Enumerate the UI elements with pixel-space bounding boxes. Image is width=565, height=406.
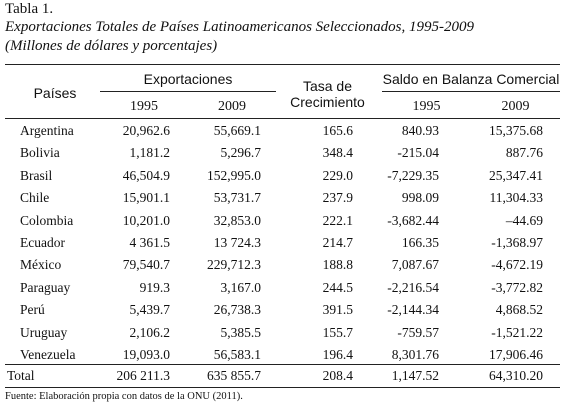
row-bal-1995: -3,682.44 bbox=[387, 212, 439, 228]
row-exp-2009: 5,385.5 bbox=[220, 324, 261, 340]
table-row bbox=[0, 344, 565, 366]
total-label: Total bbox=[7, 368, 35, 383]
row-bal-1995: 166.35 bbox=[401, 235, 439, 250]
row-exp-2009: 229,712.3 bbox=[207, 257, 261, 273]
row-bal-1995: -215.04 bbox=[397, 145, 439, 161]
row-exp-1995: 10,201.0 bbox=[122, 212, 170, 228]
row-exp-2009: 32,853.0 bbox=[213, 212, 261, 228]
row-exp-2009: 53,731.7 bbox=[213, 190, 261, 206]
table-row bbox=[0, 165, 565, 187]
row-exp-1995: 79,540.7 bbox=[122, 257, 170, 273]
row-bal-1995: -759.57 bbox=[397, 324, 439, 340]
row-bal-2009: –44.69 bbox=[505, 212, 543, 228]
row-exp-2009: 152,995.0 bbox=[207, 167, 261, 183]
row-bal-2009: 17,906.46 bbox=[489, 347, 543, 362]
row-bal-2009: 4,868.52 bbox=[495, 302, 543, 318]
row-country: Argentina bbox=[20, 123, 74, 138]
row-country: Bolivia bbox=[20, 145, 60, 161]
row-bal-1995: 8,301.76 bbox=[391, 347, 439, 362]
header-bottom-rule bbox=[5, 118, 560, 119]
table-row bbox=[0, 210, 565, 232]
row-exp-1995: 20,962.6 bbox=[122, 123, 170, 138]
total-row bbox=[0, 365, 565, 387]
row-exp-1995: 919.3 bbox=[139, 279, 170, 295]
header-balance-rule bbox=[382, 91, 560, 92]
table-units: (Millones de dólares y porcentajes) bbox=[5, 38, 218, 54]
table-row bbox=[0, 120, 565, 142]
table-row bbox=[0, 254, 565, 276]
row-growth: 222.1 bbox=[322, 212, 353, 228]
row-country: Venezuela bbox=[20, 347, 76, 362]
row-bal-2009: -4,672.19 bbox=[491, 257, 543, 273]
header-exports-1995: 1995 bbox=[130, 99, 158, 114]
header-exports-2009: 2009 bbox=[218, 99, 246, 114]
header-balance: Saldo en Balanza Comercial bbox=[382, 71, 560, 87]
row-exp-2009: 13 724.3 bbox=[213, 235, 261, 250]
row-bal-2009: -1,521.22 bbox=[491, 324, 543, 340]
row-growth: 348.4 bbox=[322, 145, 353, 161]
table-row bbox=[0, 187, 565, 209]
row-growth: 237.9 bbox=[322, 190, 353, 206]
row-bal-2009: 25,347.41 bbox=[489, 167, 543, 183]
row-growth: 188.8 bbox=[322, 257, 353, 273]
total-exp-2009: 635 855.7 bbox=[207, 368, 261, 383]
row-growth: 244.5 bbox=[322, 279, 353, 295]
table-row bbox=[0, 322, 565, 344]
row-bal-2009: -3,772.82 bbox=[491, 279, 543, 295]
row-exp-1995: 1,181.2 bbox=[129, 145, 170, 161]
row-growth: 196.4 bbox=[322, 347, 353, 362]
header-exports-rule bbox=[100, 91, 276, 92]
source-note: Fuente: Elaboración propia con datos de la ONU (2011). bbox=[5, 391, 243, 402]
row-country: Brasil bbox=[20, 167, 53, 183]
row-country: Ecuador bbox=[20, 235, 65, 250]
row-exp-2009: 3,167.0 bbox=[220, 279, 261, 295]
row-growth: 391.5 bbox=[322, 302, 353, 318]
row-exp-1995: 19,093.0 bbox=[122, 347, 170, 362]
header-growth-1: Tasa de bbox=[302, 78, 353, 94]
row-bal-2009: 15,375.68 bbox=[489, 123, 543, 138]
row-growth: 165.6 bbox=[322, 123, 353, 138]
row-bal-2009: 887.76 bbox=[505, 145, 543, 161]
row-exp-2009: 55,669.1 bbox=[213, 123, 261, 138]
row-exp-1995: 2,106.2 bbox=[129, 324, 170, 340]
row-bal-1995: -2,216.54 bbox=[387, 279, 439, 295]
row-bal-1995: -7,229.35 bbox=[387, 167, 439, 183]
table-row bbox=[0, 299, 565, 321]
row-bal-1995: 7,087.67 bbox=[391, 257, 439, 273]
row-bal-1995: 998.09 bbox=[401, 190, 439, 206]
row-exp-1995: 15,901.1 bbox=[122, 190, 170, 206]
total-bal-1995: 1,147.52 bbox=[391, 368, 439, 383]
header-balance-2009: 2009 bbox=[501, 99, 530, 114]
row-country: Paraguay bbox=[20, 279, 71, 295]
row-growth: 155.7 bbox=[322, 324, 353, 340]
row-bal-2009: 11,304.33 bbox=[489, 190, 543, 206]
header-country: Países bbox=[33, 85, 77, 101]
bottom-rule bbox=[5, 387, 560, 388]
row-exp-2009: 5,296.7 bbox=[220, 145, 261, 161]
row-country: Colombia bbox=[20, 212, 74, 228]
table-label: Tabla 1. bbox=[5, 1, 54, 17]
table-row bbox=[0, 277, 565, 299]
row-country: Chile bbox=[20, 190, 50, 206]
row-exp-2009: 56,583.1 bbox=[213, 347, 261, 362]
row-growth: 229.0 bbox=[322, 167, 353, 183]
header-balance-1995: 1995 bbox=[412, 99, 441, 114]
table-row bbox=[0, 232, 565, 254]
row-exp-2009: 26,738.3 bbox=[213, 302, 261, 318]
row-bal-1995: -2,144.34 bbox=[387, 302, 439, 318]
row-country: Uruguay bbox=[20, 324, 68, 340]
table-row bbox=[0, 142, 565, 164]
row-bal-2009: -1,368.97 bbox=[491, 235, 543, 250]
table-title: Exportaciones Totales de Países Latinoamericanos Seleccionados, 1995-2009 bbox=[5, 19, 474, 35]
total-exp-1995: 206 211.3 bbox=[116, 368, 170, 383]
row-exp-1995: 5,439.7 bbox=[129, 302, 170, 318]
total-bal-2009: 64,310.20 bbox=[489, 368, 543, 383]
header-growth-2: Crecimiento bbox=[290, 94, 365, 110]
top-rule bbox=[5, 64, 560, 65]
header-exports: Exportaciones bbox=[143, 71, 233, 87]
row-bal-1995: 840.93 bbox=[401, 123, 439, 138]
row-country: Perú bbox=[20, 302, 45, 318]
row-growth: 214.7 bbox=[322, 235, 353, 250]
row-country: México bbox=[20, 257, 62, 273]
row-exp-1995: 46,504.9 bbox=[122, 167, 170, 183]
total-growth: 208.4 bbox=[322, 368, 353, 383]
row-exp-1995: 4 361.5 bbox=[129, 235, 170, 250]
